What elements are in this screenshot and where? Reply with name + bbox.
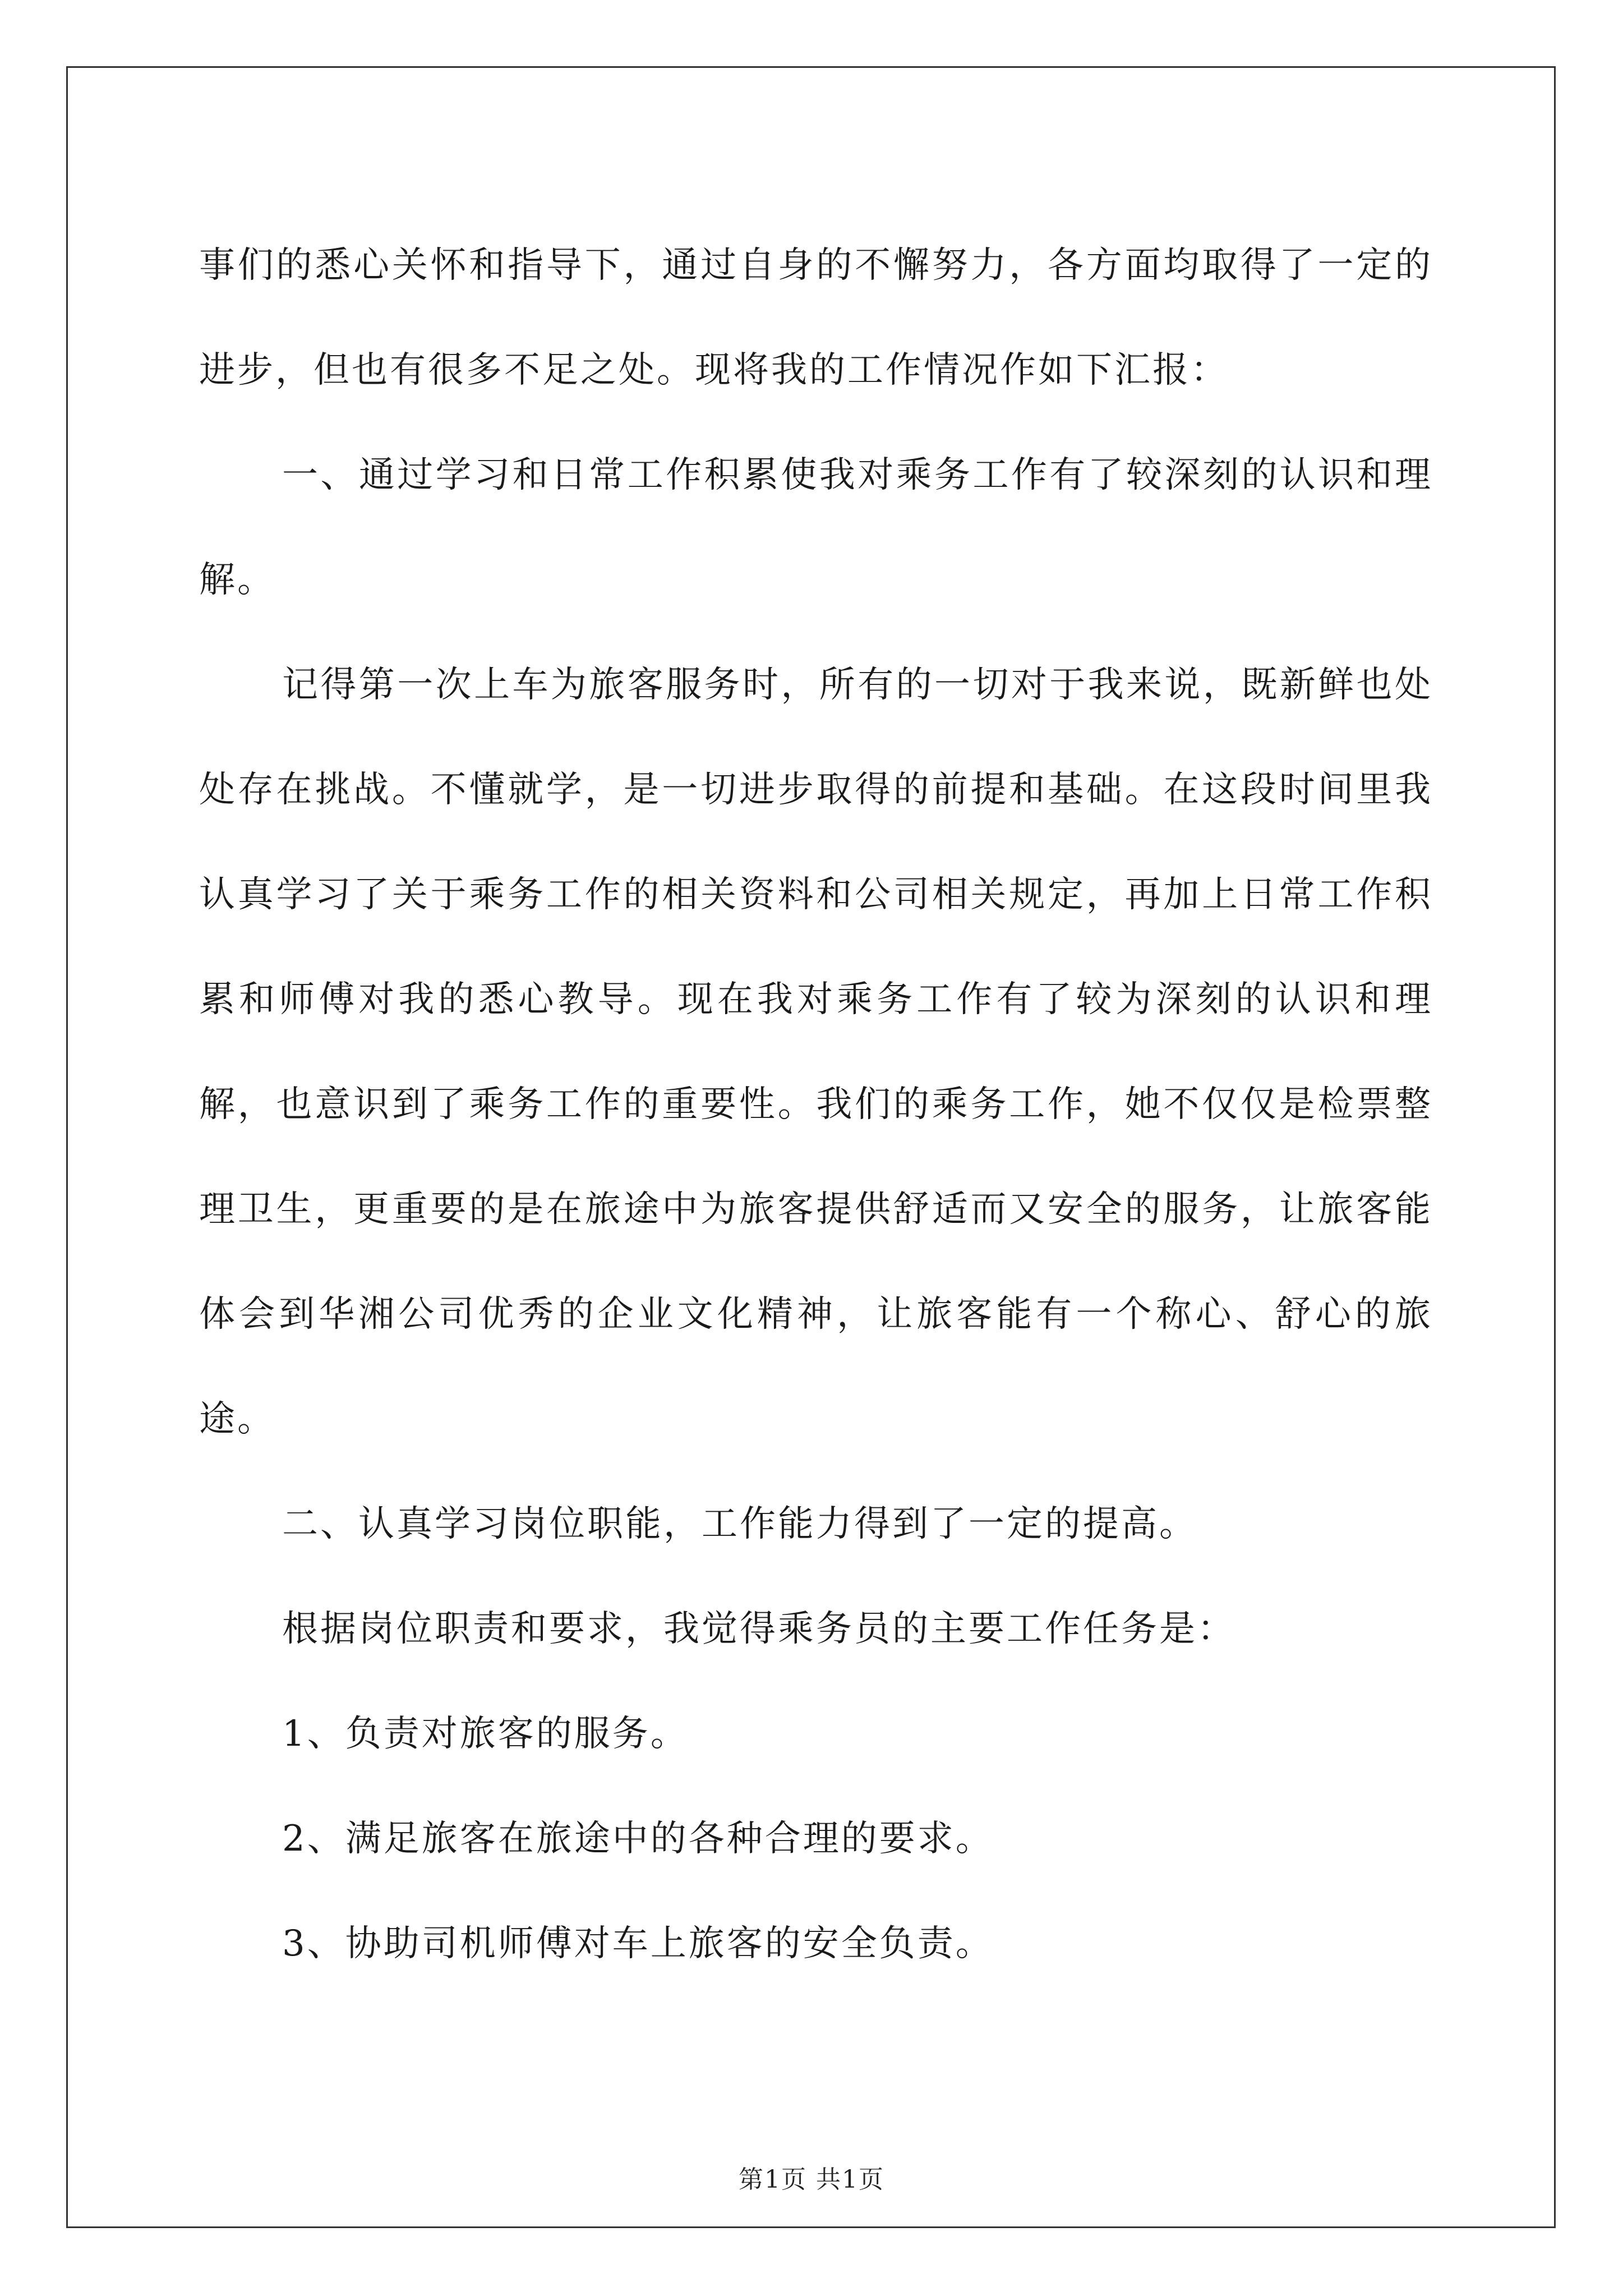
document-body	[199, 213, 1433, 1996]
paragraph-4: 二、认真学习岗位职能，工作能力得到了一定的提高。	[282, 1503, 1197, 1545]
paragraph-5: 根据岗位职责和要求，我觉得乘务员的主要工作任务是：	[282, 1608, 1235, 1650]
list-item-3: 3、协助司机师傅对车上旅客的安全负责。	[282, 1923, 994, 1964]
page-footer: 第1页 共1页	[739, 2165, 884, 2194]
paragraph-3: 记得第一次上车为旅客服务时，所有的一切对于我来说，既新鲜也处处存在挑战。不懂就学，是一切进步取得的前提和基础。在这段时间里我认真学习了关于乘务工作的相关资料和公司相关规定，再加上日常工作积累和师傅对我的悉心教导。现在我对乘务工作有了较为深刻的认识和理解，也意识到了乘务工作的重要性。我们的乘务工作，她不仅仅是检票整理卫生，更重要的是在旅途中为旅客提供舒适而又安全的服务，让旅客能体会到华湘公司优秀的企业文化精神，让旅客能有一个称心、舒心的旅途。	[199, 664, 1433, 1440]
list-item-1: 1、负责对旅客的服务。	[282, 1713, 689, 1755]
list-item-2: 2、满足旅客在旅途中的各种合理的要求。	[282, 1818, 994, 1860]
paragraph-2: 一、通过学习和日常工作积累使我对乘务工作有了较深刻的认识和理解。	[199, 454, 1433, 601]
paragraph-1: 事们的悉心关怀和指导下，通过自身的不懈努力，各方面均取得了一定的进步，但也有很多不足之处。现将我的工作情况作如下汇报：	[199, 245, 1433, 391]
